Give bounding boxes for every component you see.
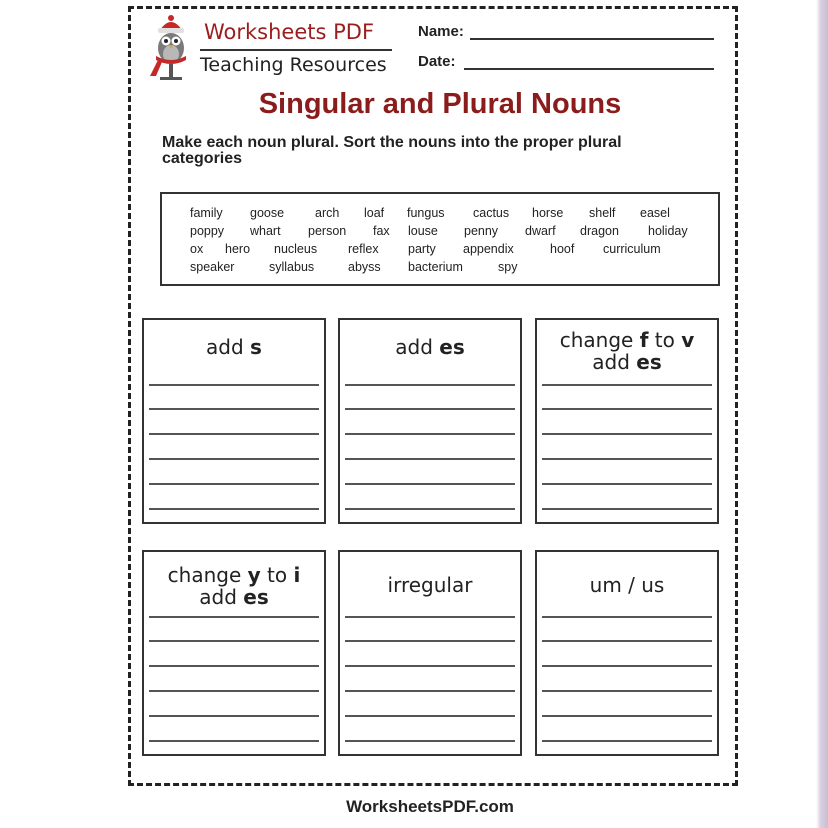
answer-line[interactable] xyxy=(345,690,515,692)
word-bank-item: horse xyxy=(532,206,564,220)
category-box-um-us xyxy=(535,550,719,756)
category-box-irregular xyxy=(338,550,522,756)
word-bank-item: dragon xyxy=(580,224,619,238)
answer-line[interactable] xyxy=(542,483,712,485)
word-bank xyxy=(160,192,720,286)
instructions: Make each noun plural. Sort the nouns into the proper plural categories xyxy=(162,134,622,167)
answer-line[interactable] xyxy=(149,740,319,742)
answer-line[interactable] xyxy=(149,616,319,618)
answer-line[interactable] xyxy=(542,665,712,667)
answer-line[interactable] xyxy=(149,408,319,410)
word-bank-item: appendix xyxy=(463,242,514,256)
category-box-add-s xyxy=(142,318,326,524)
word-bank-item: abyss xyxy=(348,260,381,274)
date-label: Date: xyxy=(418,53,456,70)
answer-line[interactable] xyxy=(345,740,515,742)
window-edge xyxy=(816,0,828,828)
answer-line[interactable] xyxy=(542,715,712,717)
word-bank-item: louse xyxy=(408,224,438,238)
word-bank-item: party xyxy=(408,242,436,256)
category-title: um / us xyxy=(589,573,665,597)
answer-line[interactable] xyxy=(149,433,319,435)
word-bank-item: syllabus xyxy=(269,260,315,274)
answer-line[interactable] xyxy=(149,665,319,667)
category-title: irregular xyxy=(387,573,473,597)
answer-line[interactable] xyxy=(345,508,515,510)
category-title: change y to i add es xyxy=(167,563,301,609)
word-bank-item: family xyxy=(190,206,223,220)
answer-line[interactable] xyxy=(149,458,319,460)
answer-line[interactable] xyxy=(345,483,515,485)
word-bank-item: reflex xyxy=(348,242,379,256)
word-bank-item: spy xyxy=(498,260,518,274)
category-title: change f to v add es xyxy=(559,328,695,374)
answer-line[interactable] xyxy=(345,715,515,717)
word-bank-item: whart xyxy=(250,224,281,238)
answer-line[interactable] xyxy=(149,483,319,485)
answer-line[interactable] xyxy=(542,458,712,460)
answer-line[interactable] xyxy=(542,408,712,410)
answer-line[interactable] xyxy=(542,616,712,618)
word-bank-item: fax xyxy=(373,224,390,238)
word-bank-item: poppy xyxy=(190,224,225,238)
word-bank-item: cactus xyxy=(473,206,510,220)
brand-subtitle: Teaching Resources xyxy=(200,54,387,76)
answer-line[interactable] xyxy=(542,508,712,510)
category-title: add es xyxy=(395,335,465,359)
answer-line[interactable] xyxy=(345,384,515,386)
category-title: add s xyxy=(206,335,262,359)
category-box-y-to-i xyxy=(142,550,326,756)
word-bank-item: goose xyxy=(250,206,285,220)
name-field[interactable] xyxy=(470,38,714,40)
word-bank-item: ox xyxy=(190,242,204,256)
word-bank-item: bacterium xyxy=(408,260,463,274)
answer-line[interactable] xyxy=(542,690,712,692)
answer-line[interactable] xyxy=(149,384,319,386)
answer-line[interactable] xyxy=(345,640,515,642)
answer-line[interactable] xyxy=(542,433,712,435)
brand-name: Worksheets PDF xyxy=(204,20,375,44)
word-bank-item: holiday xyxy=(648,224,688,238)
answer-line[interactable] xyxy=(149,508,319,510)
word-bank-item: hero xyxy=(225,242,251,256)
answer-line[interactable] xyxy=(542,640,712,642)
category-box-add-es xyxy=(338,318,522,524)
word-bank-item: arch xyxy=(315,206,340,220)
owl-icon xyxy=(146,14,196,84)
word-bank-item: curriculum xyxy=(603,242,661,256)
date-field[interactable] xyxy=(464,68,714,70)
answer-line[interactable] xyxy=(345,665,515,667)
answer-line[interactable] xyxy=(149,690,319,692)
answer-line[interactable] xyxy=(345,408,515,410)
answer-line[interactable] xyxy=(542,384,712,386)
page-title: Singular and Plural Nouns xyxy=(258,88,622,120)
answer-line[interactable] xyxy=(345,433,515,435)
answer-line[interactable] xyxy=(345,616,515,618)
category-box-f-to-v xyxy=(535,318,719,524)
answer-line[interactable] xyxy=(149,715,319,717)
answer-line[interactable] xyxy=(542,740,712,742)
word-bank-item: person xyxy=(308,224,347,238)
word-bank-item: penny xyxy=(464,224,499,238)
word-bank-item: easel xyxy=(640,206,670,220)
word-bank-item: hoof xyxy=(550,242,575,256)
word-bank-item: dwarf xyxy=(525,224,556,238)
answer-line[interactable] xyxy=(345,458,515,460)
word-bank-item: nucleus xyxy=(274,242,318,256)
word-bank-item: fungus xyxy=(407,206,445,220)
word-bank-item: loaf xyxy=(364,206,385,220)
word-bank-item: speaker xyxy=(190,260,235,274)
brand-divider xyxy=(200,49,392,51)
answer-line[interactable] xyxy=(149,640,319,642)
name-label: Name: xyxy=(418,23,464,40)
word-bank-item: shelf xyxy=(589,206,616,220)
footer-site: WorksheetsPDF.com xyxy=(346,797,514,816)
